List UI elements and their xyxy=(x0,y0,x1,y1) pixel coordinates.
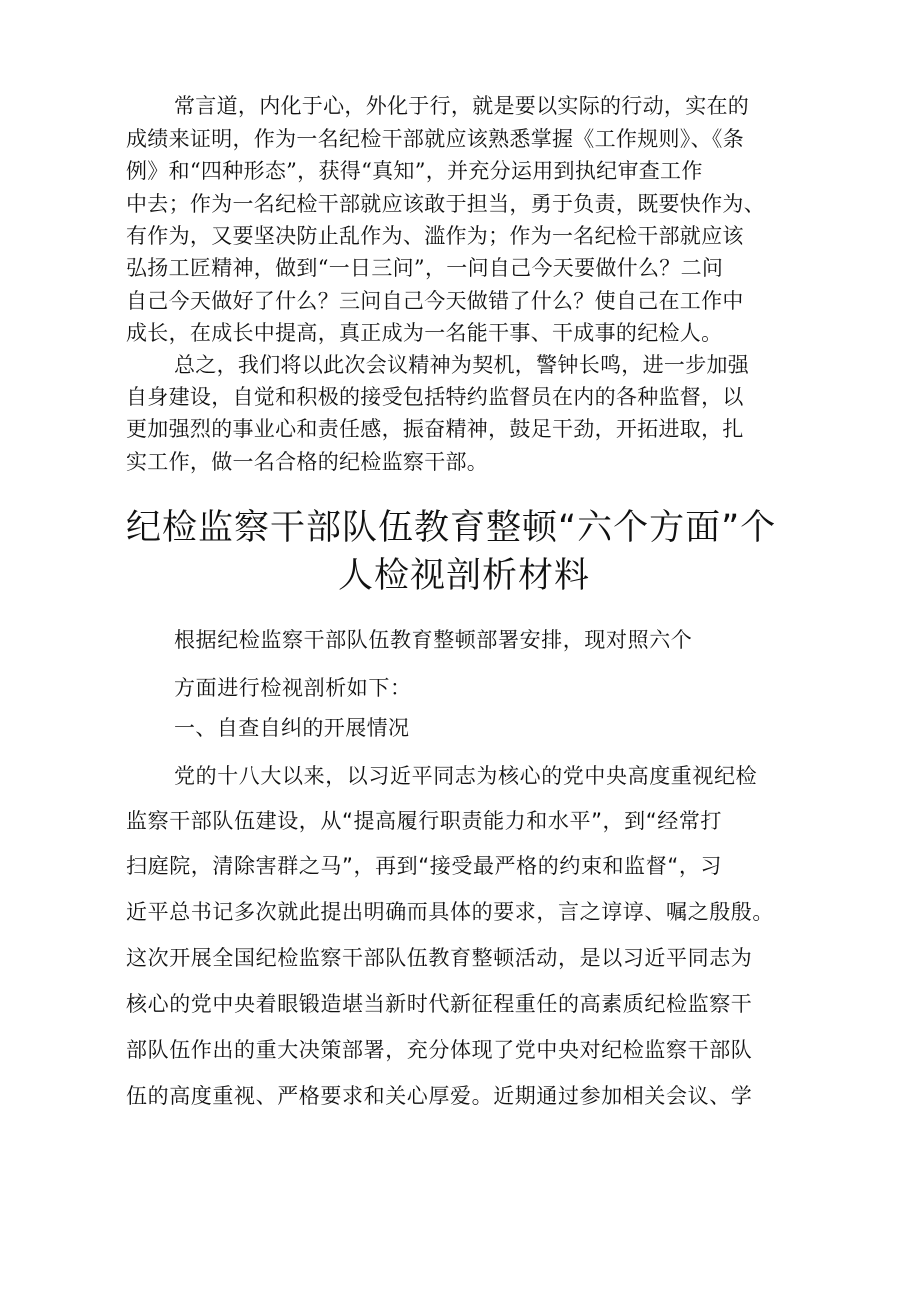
paragraph-line: 成长，在成长中提高，真正成为一名能干事、干成事的纪检人。 xyxy=(126,321,723,345)
section-body-line: 近平总书记多次就此提出明确而具体的要求，言之谆谆、嘱之殷殷。 xyxy=(126,900,774,924)
paragraph-line: 常言道，内化于心，外化于行，就是要以实际的行动，实在的 xyxy=(174,94,750,118)
section-body-line: 党的十八大以来，以习近平同志为核心的党中央高度重视纪检 xyxy=(174,764,758,788)
article-title-line1: 纪检监察干部队伍教育整顿“六个方面”个 xyxy=(126,508,777,548)
section-heading: 一、自查自纠的开展情况 xyxy=(174,716,410,740)
paragraph-line: 自身建设，自觉和积极的接受包括特约监督员在内的各种监督，以 xyxy=(126,385,744,409)
paragraph-line: 成绩来证明，作为一名纪检干部就应该熟悉掌握《工作规则》、《条 xyxy=(126,127,744,151)
paragraph-line: 实工作，做一名合格的纪检监察干部。 xyxy=(126,450,489,474)
section-body-line: 部队伍作出的重大决策部署，充分体现了党中央对纪检监察干部队 xyxy=(126,1038,753,1062)
paragraph-line: 有作为，又要坚决防止乱作为、滥作为；作为一名纪检干部就应该 xyxy=(126,224,744,248)
paragraph-line: 自己今天做好了什么？三问自己今天做错了什么？使自己在工作中 xyxy=(126,289,744,313)
intro-line: 方面进行检视剖析如下： xyxy=(174,676,412,700)
paragraph-line: 例》和“四种形态”，获得“真知”，并充分运用到执纪审查工作 xyxy=(126,159,703,183)
paragraph-line: 弘扬工匠精神，做到“一日三问”，一问自己今天要做什么？二问 xyxy=(126,256,724,280)
section-body-line: 核心的党中央着眼锻造堪当新时代新征程重任的高素质纪检监察干 xyxy=(126,992,753,1016)
section-body-line: 扫庭院，清除害群之马”，再到“接受最严格的约束和监督“，习 xyxy=(126,854,723,878)
article-title-line2: 人检视剖析材料 xyxy=(338,556,591,596)
paragraph-line: 中去；作为一名纪检干部就应该敢于担当，勇于负责，既要快作为、 xyxy=(126,192,765,216)
paragraph-line: 更加强烈的事业心和责任感，振奋精神，鼓足干劲，开拓进取，扎 xyxy=(126,417,744,441)
section-body-line: 监察干部队伍建设，从“提高履行职责能力和水平”，到“经常打 xyxy=(126,809,723,833)
intro-line: 根据纪检监察干部队伍教育整顿部署安排，现对照六个 xyxy=(174,628,693,652)
section-body-line: 这次开展全国纪检监察干部队伍教育整顿活动，是以习近平同志为 xyxy=(126,946,753,970)
section-body-line: 伍的高度重视、严格要求和关心厚爱。近期通过参加相关会议、学 xyxy=(126,1084,753,1108)
paragraph-line: 总之，我们将以此次会议精神为契机，警钟长鸣，进一步加强 xyxy=(174,353,750,377)
